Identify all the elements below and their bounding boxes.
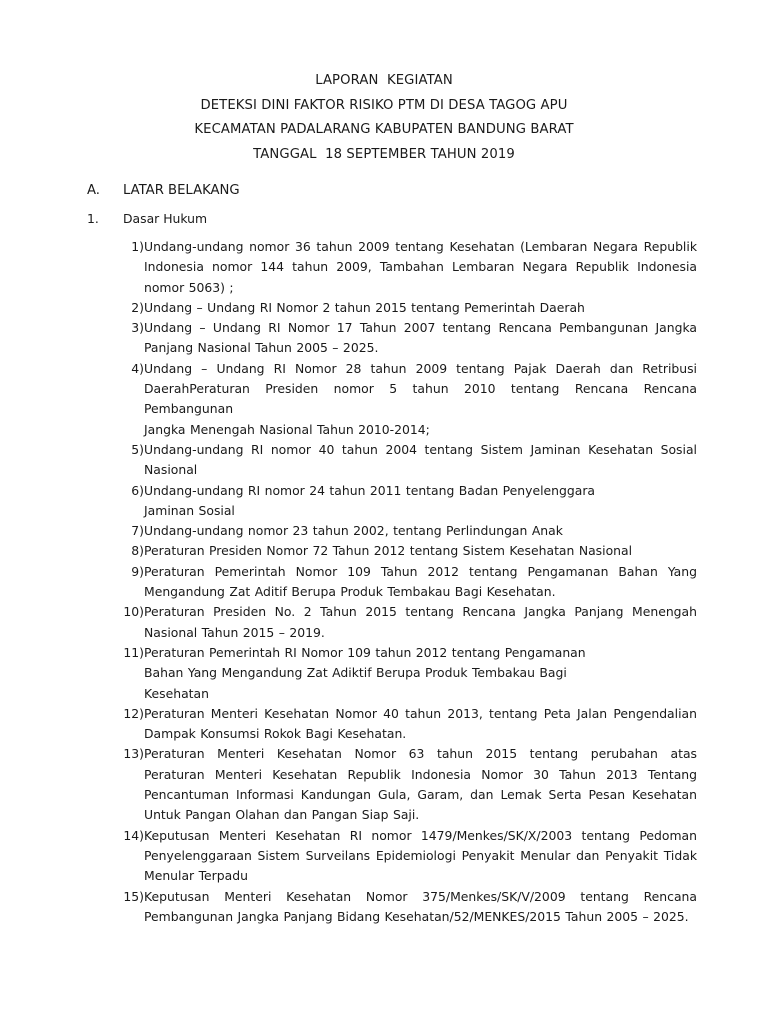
list-item (122, 359, 697, 440)
list-item-line: Penyelenggaraan Sistem Surveilans Epidemiologi Penyakit Menular dan Penyakit Tidak (144, 847, 697, 863)
list-item-line: Peraturan Presiden No. 2 Tahun 2015 tentang Rencana Jangka Panjang Menengah (144, 604, 697, 620)
list-item (122, 643, 697, 704)
list-item-line: Indonesia nomor 144 tahun 2009, Tambahan Lembaran Negara Republik Indonesia (144, 259, 697, 275)
list-item-text (144, 744, 697, 825)
list-item-line: Dampak Konsumsi Rokok Bagi Kesehatan. (144, 726, 407, 742)
list-item-number: 8) (131, 543, 144, 559)
list-item-line: Undang-undang nomor 36 tahun 2009 tentang Kesehatan (Lembaran Negara Republik (144, 239, 697, 254)
list-item-text (144, 440, 697, 481)
list-item-number: 4) (131, 360, 144, 376)
list-item-line: Peraturan Menteri Kesehatan Republik Indonesia Nomor 30 Tahun 2013 Tentang (144, 766, 697, 782)
list-item-line: Pembangunan Jangka Panjang Bidang Kesehatan/52/MENKES/2015 Tahun 2005 – 2025. (144, 908, 689, 924)
list-item-line: Undang – Undang RI Nomor 2 tahun 2015 tentang Pemerintah Daerah (144, 299, 585, 315)
list-item-text (144, 521, 697, 541)
list-item-number: 10) (123, 604, 144, 620)
list-item-line: Keputusan Menteri Kesehatan Nomor 375/Menkes/SK/V/2009 tentang Rencana (144, 888, 697, 904)
title-line-activity: DETEKSI DINI FAKTOR RISIKO PTM DI DESA TAGOG APU (200, 97, 568, 113)
list-item-line: Undang-undang RI nomor 24 tahun 2011 tentang Badan Penyelenggara (144, 482, 596, 498)
section-letter: A. (87, 183, 100, 198)
list-item-line: Keputusan Menteri Kesehatan RI nomor 1479/Menkes/SK/X/2003 tentang Pedoman (144, 827, 697, 843)
list-item (122, 562, 697, 603)
list-item-line: Undang-undang nomor 23 tahun 2002, tentang Perlindungan Anak (144, 523, 563, 539)
list-item-number: 2) (131, 299, 144, 315)
list-item-text (144, 318, 697, 359)
list-item-text (144, 237, 697, 298)
list-item-line: Bahan Yang Mengandung Zat Adiktif Berupa Produk Tembakau Bagi (144, 665, 567, 681)
list-item-number: 6) (131, 482, 144, 498)
list-item (122, 440, 697, 481)
list-item-text (144, 541, 697, 561)
list-item-number: 7) (131, 523, 144, 539)
list-item-line: Panjang Nasional Tahun 2005 – 2025. (144, 340, 379, 356)
list-item-number: 12) (123, 705, 144, 721)
list-item-line: Menular Terpadu (144, 868, 248, 884)
list-item-line: Untuk Pangan Olahan dan Pangan Siap Saji. (144, 807, 420, 823)
list-item (122, 298, 697, 318)
title-line-date: TANGGAL 18 SEPTEMBER TAHUN 2019 (253, 146, 515, 162)
report-title (0, 69, 768, 167)
list-item-line: Peraturan Menteri Kesehatan Nomor 63 tahun 2015 tentang perubahan atas (144, 746, 697, 762)
list-item (122, 237, 697, 298)
list-item-text (144, 562, 697, 603)
list-item-text (144, 887, 697, 928)
list-item-line: Undang – Undang RI Nomor 17 Tahun 2007 tentang Rencana Pembangunan Jangka (144, 320, 697, 336)
list-item-line: Kesehatan (144, 685, 209, 701)
section-title: LATAR BELAKANG (123, 183, 240, 198)
list-item-text (144, 481, 697, 522)
list-item-line: Nasional Tahun 2015 – 2019. (144, 624, 325, 640)
list-item-line: Mengandung Zat Aditif Berupa Produk Tembakau Bagi Kesehatan. (144, 584, 556, 600)
list-item (122, 826, 697, 887)
list-item-number: 14) (123, 827, 144, 843)
list-item-number: 13) (123, 746, 144, 762)
list-item-number: 15) (123, 888, 144, 904)
list-item-text (144, 704, 697, 745)
list-item-line: Peraturan Pemerintah RI Nomor 109 tahun 2012 tentang Pengamanan (144, 644, 586, 660)
list-item (122, 744, 697, 825)
list-item-text (144, 602, 697, 643)
list-item-number: 11) (123, 644, 144, 660)
list-item-line: Undang-undang RI nomor 40 tahun 2004 tentang Sistem Jaminan Kesehatan Sosial (144, 441, 697, 457)
list-item-line: Peraturan Pemerintah Nomor 109 Tahun 2012 tentang Pengamanan Bahan Yang (144, 563, 697, 579)
list-item (122, 541, 697, 561)
list-item (122, 602, 697, 643)
legal-basis-list (122, 237, 697, 927)
list-item-line: nomor 5063) ; (144, 279, 234, 295)
list-item-text (144, 826, 697, 887)
list-item (122, 318, 697, 359)
list-item-line: Jaminan Sosial (144, 502, 235, 518)
list-item-number: 9) (131, 563, 144, 579)
list-item-text (144, 643, 697, 704)
title-line-location: KECAMATAN PADALARANG KABUPATEN BANDUNG BARAT (194, 122, 574, 137)
list-item (122, 481, 697, 522)
list-item-line: Pencantuman Informasi Kandungan Gula, Garam, dan Lemak Serta Pesan Kesehatan (144, 787, 697, 803)
subsection-title: Dasar Hukum (123, 211, 208, 226)
list-item-line: Peraturan Menteri Kesehatan Nomor 40 tahun 2013, tentang Peta Jalan Pengendalian (144, 705, 697, 721)
list-item-line: Undang – Undang RI Nomor 28 tahun 2009 tentang Pajak Daerah dan Retribusi (144, 360, 697, 376)
list-item-number: 5) (131, 441, 144, 457)
title-line-report: LAPORAN KEGIATAN (315, 73, 453, 88)
subsection-number: 1. (87, 211, 99, 226)
list-item (122, 887, 697, 928)
list-item-line: Peraturan Presiden Nomor 72 Tahun 2012 tentang Sistem Kesehatan Nasional (144, 543, 633, 559)
list-item-line: Jangka Menengah Nasional Tahun 2010-2014; (144, 421, 430, 437)
list-item-text (144, 359, 697, 440)
list-item-line: DaerahPeraturan Presiden nomor 5 tahun 2010 tentang Rencana Rencana Pembangunan (144, 381, 697, 417)
list-item (122, 521, 697, 541)
list-item-number: 1) (131, 239, 144, 254)
list-item-line: Nasional (144, 462, 198, 478)
list-item-number: 3) (131, 320, 144, 336)
list-item (122, 704, 697, 745)
list-item-text (144, 298, 697, 318)
